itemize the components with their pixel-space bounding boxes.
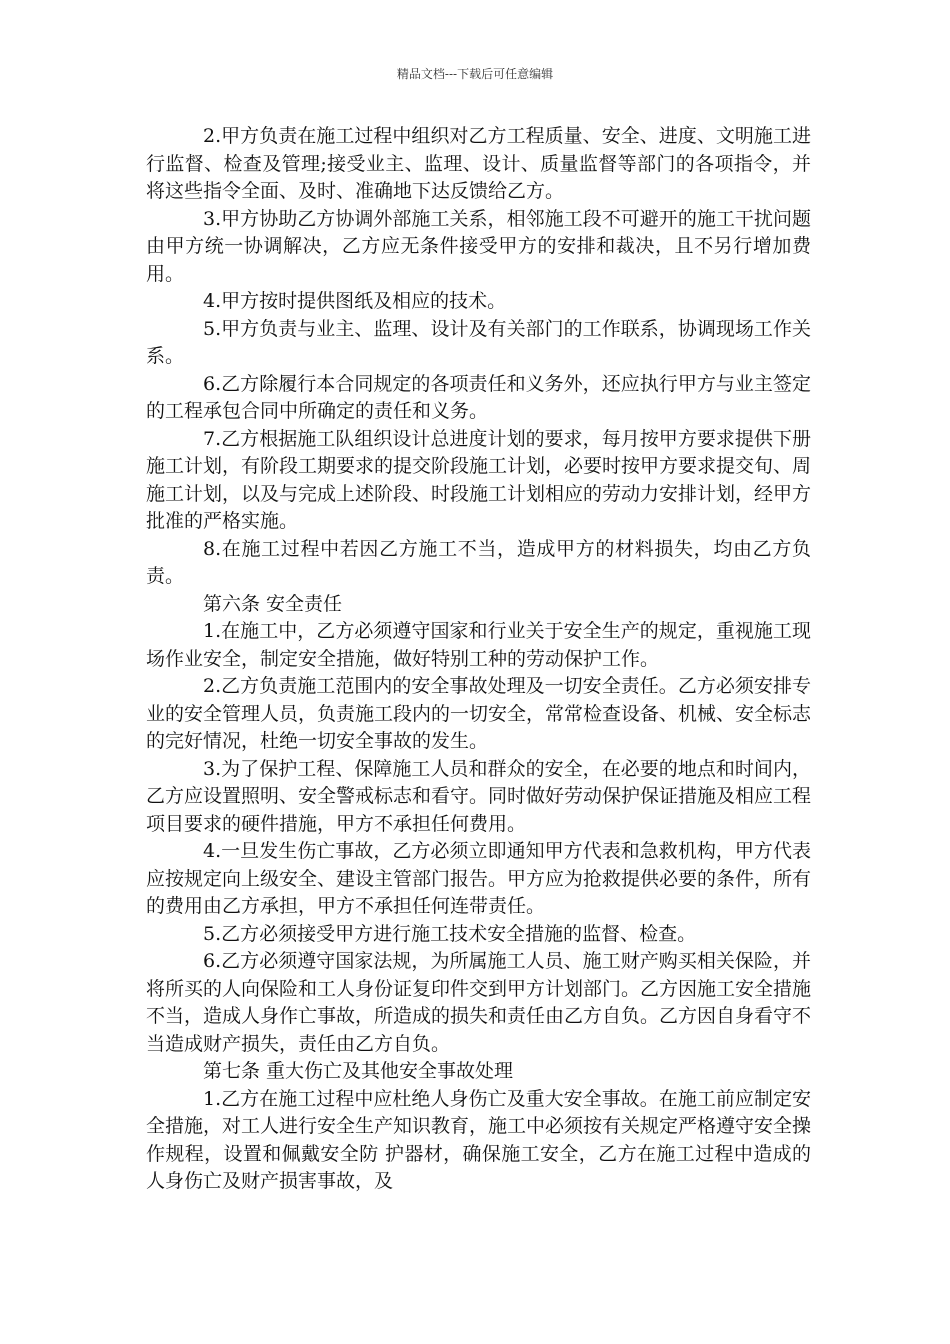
paragraph-safety-6: 6.乙方必须遵守国家法规，为所属施工人员、施工财产购买相关保险，并将所买的人向保险和工人身份证复印件交到甲方计划部门。乙方因施工安全措施不当，造成人身作亡事故，所造成的损失和责任由乙方自负。乙方因自身看守不当造成财产损失，责任由乙方自负。	[146, 950, 812, 1055]
paragraph-jia-4: 4.甲方按时提供图纸及相应的技术。	[203, 290, 507, 312]
paragraph-jia-3: 3.甲方协助乙方协调外部施工关系，相邻施工段不可避开的施工干扰问题由甲方统一协调解决，乙方应无条件接受甲方的安排和裁决，且不另行增加费用。	[146, 207, 811, 285]
paragraph-yi-7: 7.乙方根据施工队组织设计总进度计划的要求，每月按甲方要求提供下册施工计划，有阶段工期要求的提交阶段施工计划，必要时按甲方要求提交旬、周施工计划，以及与完成上述阶段、时段施工计划相应的劳动力安排计划，经甲方批准的严格实施。	[146, 427, 812, 532]
paragraph-safety-2: 2.乙方负责施工范围内的安全事故处理及一切安全责任。乙方必须安排专业的安全管理人员，负责施工段内的一切安全，常常检查设备、机械、安全标志的完好情况，杜绝一切安全事故的发生。	[146, 675, 812, 752]
paragraph-jia-2: 2.甲方负责在施工过程中组织对乙方工程质量、安全、进度、文明施工进行监督、检查及管理;接受业主、监理、设计、质量监督等部门的各项指令，并将这些指令全面、及时、准确地下达反馈给乙方。	[146, 125, 811, 202]
paragraph-safety-4: 4.一旦发生伤亡事故，乙方必须立即通知甲方代表和急救机构，甲方代表应按规定向上级安全、建设主管部门报告。甲方应为抢救提供必要的条件，所有的费用由乙方承担，甲方不承担任何连带责任。	[146, 840, 812, 917]
section-title-article-7: 第七条 重大伤亡及其他安全事故处理	[203, 1060, 514, 1082]
paragraph-jia-5: 5.甲方负责与业主、监理、设计及有关部门的工作联系，协调现场工作关系。	[146, 317, 811, 367]
paragraph-safety-1: 1.在施工中，乙方必须遵守国家和行业关于安全生产的规定，重视施工现场作业安全，制定安全措施，做好特别工种的劳动保护工作。	[146, 620, 811, 670]
paragraph-safety-3: 3.为了保护工程、保障施工人员和群众的安全，在必要的地点和时间内，乙方应设置照明、安全警戒标志和看守。同时做好劳动保护保证措施及相应工程项目要求的硬件措施，甲方不承担任何费用。	[146, 757, 812, 835]
paragraph-safety-5: 5.乙方必须接受甲方进行施工技术安全措施的监督、检查。	[203, 922, 697, 945]
document-body	[146, 123, 811, 1196]
section-title-article-6: 第六条 安全责任	[203, 592, 343, 615]
paragraph-yi-6: 6.乙方除履行本合同规定的各项责任和义务外，还应执行甲方与业主签定的工程承包合同中所确定的责任和义务。	[146, 372, 811, 422]
page-header: 精品文档---下载后可任意编辑	[396, 67, 554, 81]
paragraph-yi-8: 8.在施工过程中若因乙方施工不当，造成甲方的材料损失，均由乙方负责。	[146, 537, 811, 587]
paragraph-accident-1: 1.乙方在施工过程中应杜绝人身伤亡及重大安全事故。在施工前应制定安全措施，对工人进行安全生产知识教育，施工中必须按有关规定严格遵守安全操作规程，设置和佩戴安全防 护器材，确保施工安全，乙方在施工过程中造成的人身伤亡及财产损害事故，及	[146, 1087, 812, 1192]
